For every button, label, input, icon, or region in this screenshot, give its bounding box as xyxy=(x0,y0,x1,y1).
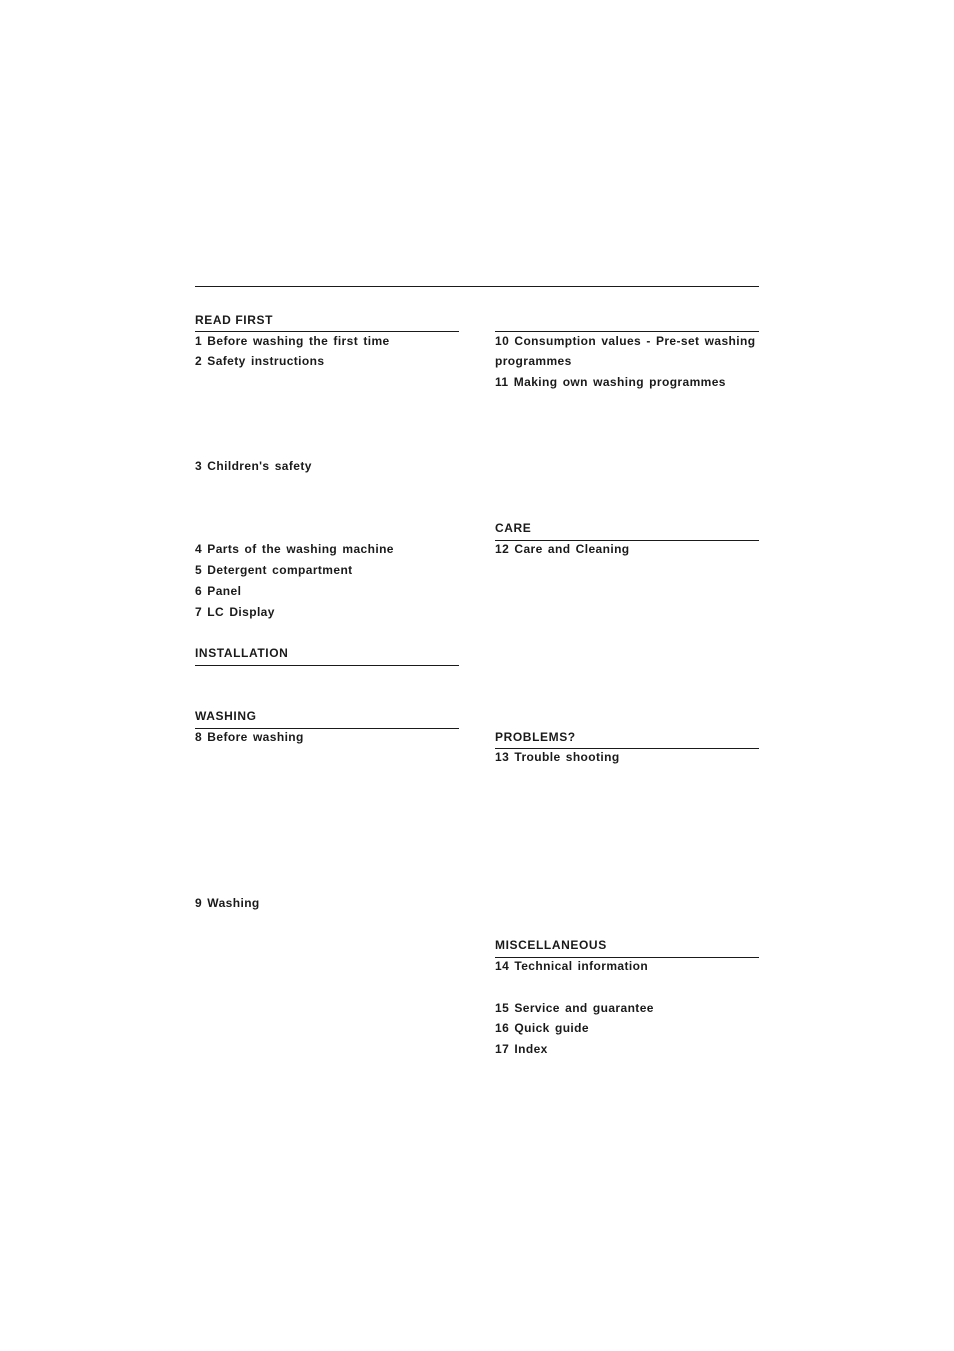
toc-entry-6[interactable]: 6 Panel xyxy=(195,584,242,598)
toc-entry-9[interactable]: 9 Washing xyxy=(195,896,260,910)
toc-entry-7[interactable]: 7 LC Display xyxy=(195,605,275,619)
section-heading-washing: WASHING xyxy=(195,709,257,723)
section-heading-installation: INSTALLATION xyxy=(195,646,289,660)
toc-entry-3[interactable]: 3 Children's safety xyxy=(195,459,312,473)
toc-entry-14[interactable]: 14 Technical information xyxy=(495,959,649,973)
toc-entry-12[interactable]: 12 Care and Cleaning xyxy=(495,542,630,556)
section-heading-miscellaneous: MISCELLANEOUS xyxy=(495,938,607,952)
top-divider xyxy=(195,286,759,287)
section-heading-read-first: READ FIRST xyxy=(195,313,273,327)
toc-entry-11[interactable]: 11 Making own washing programmes xyxy=(495,375,726,389)
toc-entry-5[interactable]: 5 Detergent compartment xyxy=(195,563,353,577)
toc-entry-13[interactable]: 13 Trouble shooting xyxy=(495,750,620,764)
toc-entry-16[interactable]: 16 Quick guide xyxy=(495,1021,589,1035)
toc-entry-8[interactable]: 8 Before washing xyxy=(195,730,304,744)
toc-entry-4[interactable]: 4 Parts of the washing machine xyxy=(195,542,394,556)
toc-entry-17[interactable]: 17 Index xyxy=(495,1042,548,1056)
toc-entry-15[interactable]: 15 Service and guarantee xyxy=(495,1001,654,1015)
section-heading-problems: PROBLEMS? xyxy=(495,730,576,744)
section-heading-care: CARE xyxy=(495,521,532,535)
toc-entry-10[interactable]: 10 Consumption values - Pre-set washing xyxy=(495,334,756,348)
toc-entry-10-continued[interactable]: programmes xyxy=(495,354,572,368)
section-rule-installation xyxy=(195,665,459,666)
toc-entry-1[interactable]: 1 Before washing the first time xyxy=(195,334,390,348)
toc-entry-2[interactable]: 2 Safety instructions xyxy=(195,354,325,368)
